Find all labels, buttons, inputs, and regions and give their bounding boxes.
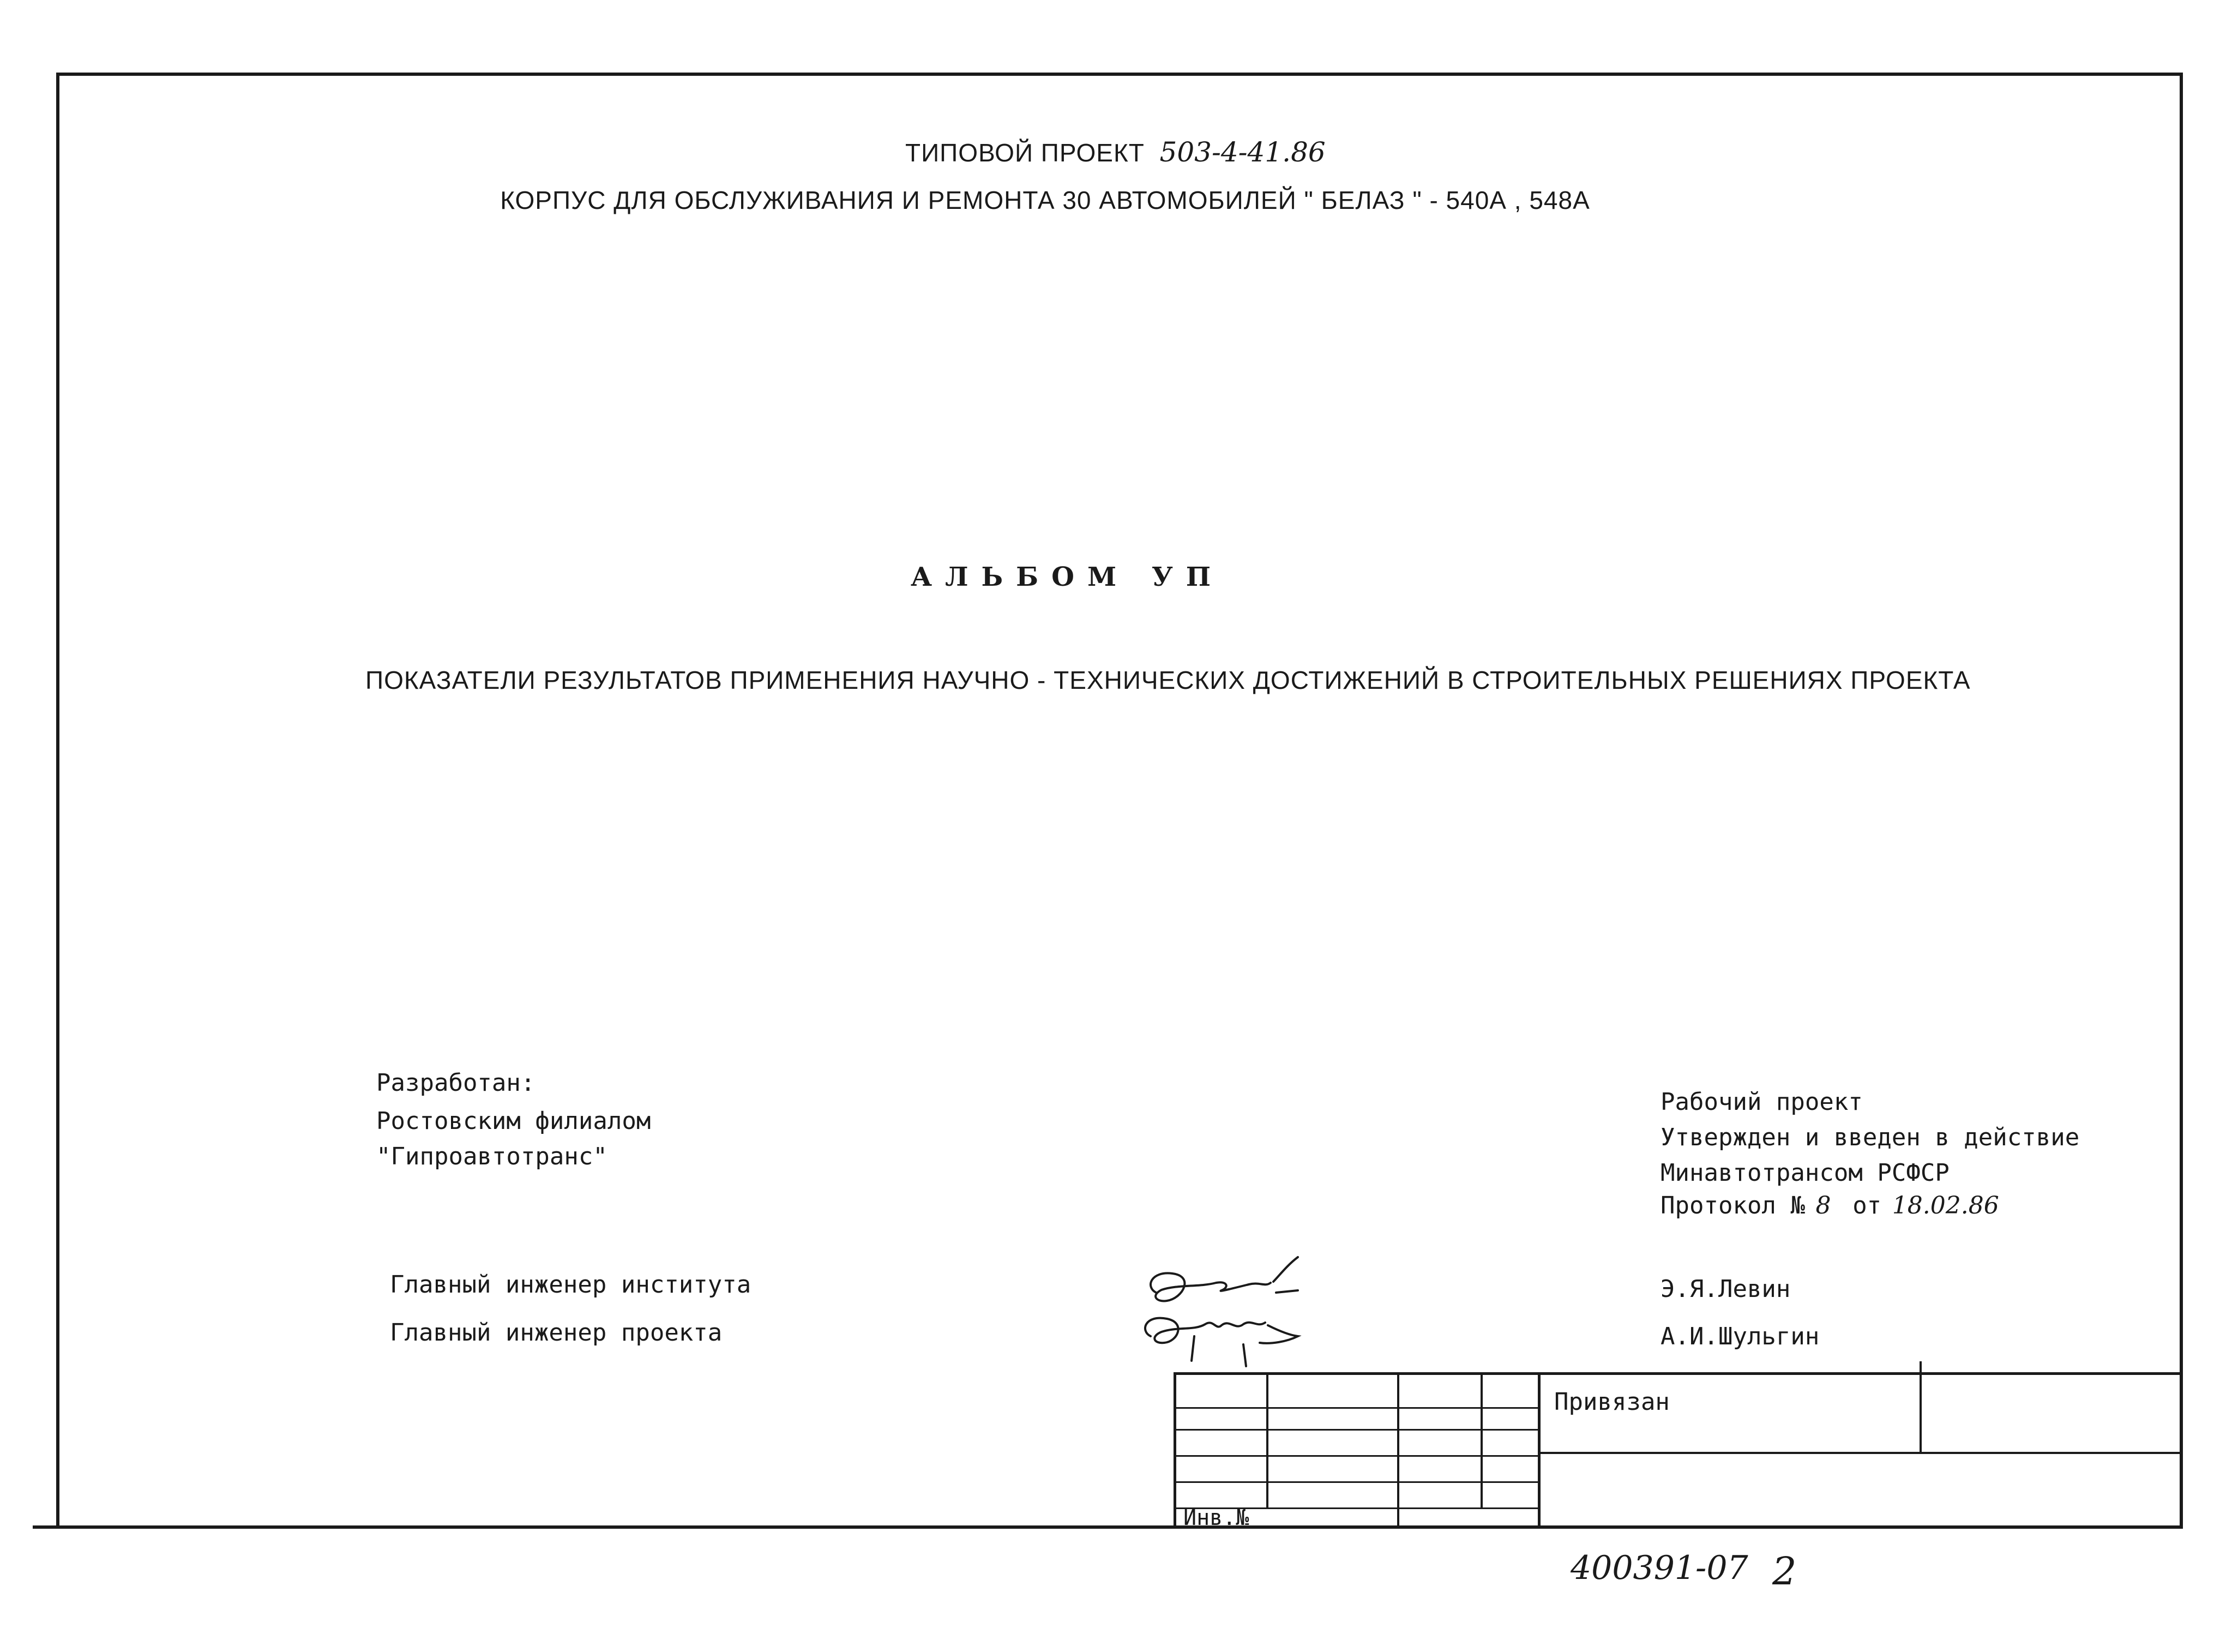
protocol-date-label: от bbox=[1852, 1192, 1882, 1220]
approval-line-2: Утвержден и введен в действие bbox=[1661, 1124, 2080, 1151]
protocol-label: Протокол № bbox=[1661, 1192, 1805, 1220]
drawing-frame bbox=[56, 73, 2183, 1529]
project-subtitle: КОРПУС ДЛЯ ОБСЛУЖИВАНИЯ И РЕМОНТА 30 АВТОМОБИЛЕЙ " БЕЛАЗ " - 540А , 548А bbox=[500, 186, 1590, 214]
sheet-number: 2 bbox=[1772, 1549, 1797, 1594]
chief-engineer-project-role: Главный инженер проекта bbox=[390, 1319, 723, 1347]
chief-engineer-institute-name: Э.Я.Левин bbox=[1661, 1275, 1791, 1303]
signature-drawing bbox=[1134, 1254, 1331, 1374]
developer-org: Ростовским филиалом bbox=[376, 1107, 651, 1135]
project-prefix: ТИПОВОЙ ПРОЕКТ bbox=[905, 139, 1145, 167]
approval-line-3: Минавтотрансом РСФСР bbox=[1661, 1159, 1950, 1187]
protocol-number: 8 bbox=[1815, 1192, 1831, 1220]
album-description: ПОКАЗАТЕЛИ РЕЗУЛЬТАТОВ ПРИМЕНЕНИЯ НАУЧНО - ТЕХНИЧЕСКИХ ДОСТИЖЕНИЙ В СТРОИТЕЛЬНЫХ РЕШЕНИЯХ ПРОЕКТА bbox=[365, 666, 1971, 694]
chief-engineer-institute-role: Главный инженер института bbox=[390, 1271, 751, 1299]
stamp-inv-label: Инв.№ bbox=[1183, 1505, 1249, 1530]
developer-label: Разработан: bbox=[376, 1069, 536, 1097]
protocol-date: 18.02.86 bbox=[1892, 1192, 1999, 1220]
chief-engineer-project-name: А.И.Шульгин bbox=[1661, 1323, 1820, 1350]
approval-protocol bbox=[1661, 1192, 1999, 1220]
album-title: АЛЬБОМ УП bbox=[911, 562, 1224, 592]
project-number: 503-4-41.86 bbox=[1159, 136, 1326, 168]
stamp-bound-label: Привязан bbox=[1554, 1388, 1670, 1416]
developer-institute: "Гипроавтотранс" bbox=[376, 1143, 607, 1170]
project-title-line bbox=[905, 136, 1326, 168]
archive-number: 400391-07 bbox=[1571, 1549, 1748, 1587]
frame-extension bbox=[33, 1525, 59, 1529]
approval-line-1: Рабочий проект bbox=[1661, 1088, 1863, 1116]
